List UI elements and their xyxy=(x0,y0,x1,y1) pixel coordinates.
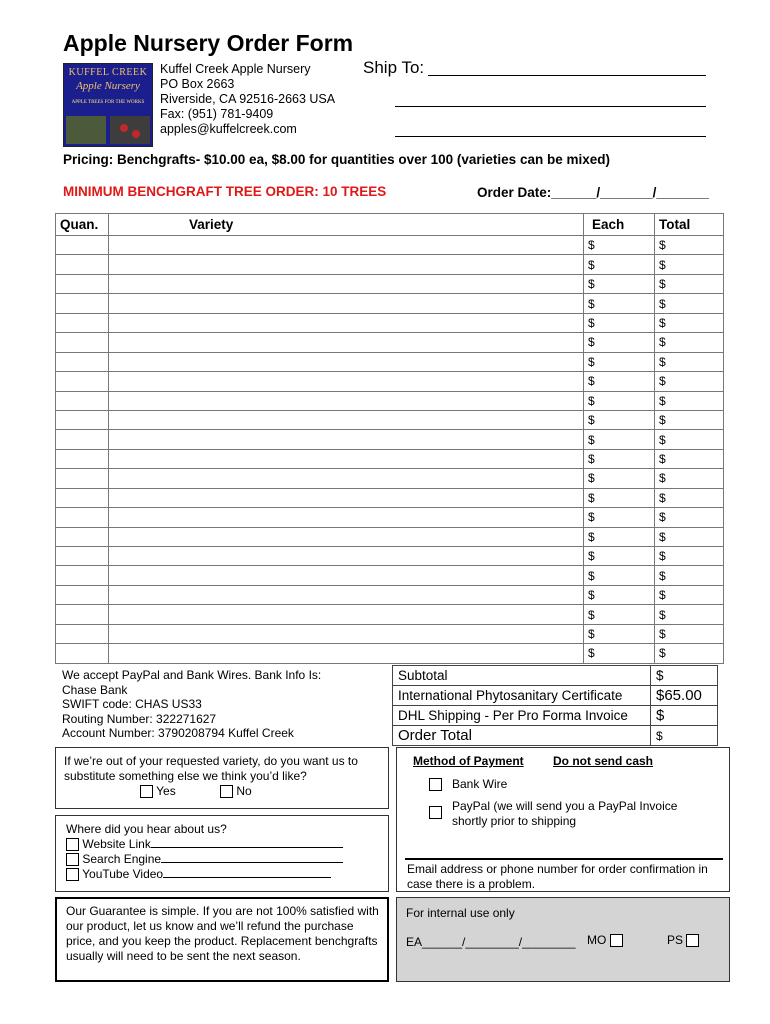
each-cell[interactable]: $ xyxy=(584,352,655,371)
table-row xyxy=(56,624,724,643)
quantity-cell[interactable] xyxy=(56,410,109,429)
hear-question: Where did you hear about us? xyxy=(66,822,227,836)
internal-ps-option[interactable] xyxy=(667,933,699,947)
each-cell[interactable]: $ xyxy=(584,644,655,663)
dhl-value[interactable]: $ xyxy=(651,706,718,726)
quantity-cell[interactable] xyxy=(56,644,109,663)
variety-cell[interactable] xyxy=(109,488,584,507)
each-cell[interactable]: $ xyxy=(584,585,655,604)
table-row xyxy=(56,508,724,527)
quantity-cell[interactable] xyxy=(56,605,109,624)
order-date-field[interactable]: Order Date:______/_______/_______ xyxy=(477,185,709,200)
quantity-cell[interactable] xyxy=(56,566,109,585)
order-items-table xyxy=(55,213,724,664)
variety-cell[interactable] xyxy=(109,372,584,391)
table-row xyxy=(56,566,724,585)
quantity-cell[interactable] xyxy=(56,352,109,371)
address-line: Fax: (951) 781-9409 xyxy=(160,107,274,121)
variety-cell[interactable] xyxy=(109,624,584,643)
table-row xyxy=(56,430,724,449)
total-cell[interactable]: $ xyxy=(655,255,724,274)
variety-cell[interactable] xyxy=(109,274,584,293)
variety-cell[interactable] xyxy=(109,430,584,449)
total-cell[interactable]: $ xyxy=(655,333,724,352)
each-cell[interactable]: $ xyxy=(584,624,655,643)
total-cell[interactable]: $ xyxy=(655,372,724,391)
total-cell[interactable]: $ xyxy=(655,508,724,527)
quantity-cell[interactable] xyxy=(56,508,109,527)
bank-info-line: We accept PayPal and Bank Wires. Bank Info Is: xyxy=(62,668,322,682)
pricing-text: Pricing: Benchgrafts- $10.00 ea, $8.00 for quantities over 100 (varieties can be mixed) xyxy=(63,152,610,167)
address-line: Riverside, CA 92516-2663 USA xyxy=(160,92,336,106)
each-cell[interactable]: $ xyxy=(584,274,655,293)
bank-info-line: SWIFT code: CHAS US33 xyxy=(62,697,202,711)
quantity-cell[interactable] xyxy=(56,294,109,313)
substitute-question: If we’re out of your requested variety, do you want us to substitute something else we think you’d like? xyxy=(64,754,358,783)
substitute-no-label: No xyxy=(236,784,252,798)
quantity-cell[interactable] xyxy=(56,372,109,391)
bank-info-line: Account Number: 3790208794 Kuffel Creek xyxy=(62,726,294,740)
bank-wire-label: Bank Wire xyxy=(452,777,508,791)
table-row xyxy=(56,333,724,352)
internal-ps-label: PS xyxy=(667,933,684,947)
variety-cell[interactable] xyxy=(109,391,584,410)
internal-use-box xyxy=(396,897,730,982)
logo-line-1: KUFFEL CREEK xyxy=(68,67,148,78)
checkbox-icon[interactable] xyxy=(66,868,79,881)
variety-cell[interactable] xyxy=(109,294,584,313)
variety-cell[interactable] xyxy=(109,313,584,332)
table-row xyxy=(56,469,724,488)
total-cell[interactable]: $ xyxy=(655,274,724,293)
header-quan: Quan. xyxy=(56,214,109,236)
substitute-box xyxy=(55,747,389,809)
address-email: apples@kuffelcreek.com xyxy=(160,122,297,136)
subtotal-value[interactable]: $ xyxy=(651,666,718,686)
order-total-label: Order Total xyxy=(393,726,651,746)
logo-photo-right xyxy=(110,116,150,144)
each-cell[interactable]: $ xyxy=(584,236,655,255)
total-cell[interactable]: $ xyxy=(655,236,724,255)
phyto-value: $65.00 xyxy=(651,686,718,706)
bank-wire-checkbox[interactable] xyxy=(429,778,442,791)
hear-youtube-label: YouTube Video xyxy=(82,867,164,881)
ship-to-line-2[interactable] xyxy=(395,106,706,107)
variety-cell[interactable] xyxy=(109,352,584,371)
ship-to-line-3[interactable] xyxy=(395,136,706,137)
total-cell[interactable]: $ xyxy=(655,488,724,507)
quantity-cell[interactable] xyxy=(56,547,109,566)
variety-cell[interactable] xyxy=(109,527,584,546)
table-row xyxy=(56,352,724,371)
bank-info xyxy=(62,668,321,741)
payment-method-label: Method of Payment xyxy=(413,754,524,768)
each-cell[interactable]: $ xyxy=(584,449,655,468)
nursery-address xyxy=(160,62,335,137)
logo-line-3: APPLE TREES FOR THE WORKS xyxy=(71,100,145,105)
payment-box xyxy=(396,747,730,892)
each-cell[interactable]: $ xyxy=(584,372,655,391)
header-variety: Variety xyxy=(109,214,584,236)
checkbox-icon[interactable] xyxy=(66,838,79,851)
total-cell[interactable]: $ xyxy=(655,391,724,410)
checkbox-icon[interactable] xyxy=(610,934,623,947)
each-cell[interactable]: $ xyxy=(584,410,655,429)
each-cell[interactable]: $ xyxy=(584,469,655,488)
variety-cell[interactable] xyxy=(109,333,584,352)
variety-cell[interactable] xyxy=(109,255,584,274)
header-total: Total xyxy=(655,214,724,236)
variety-cell[interactable] xyxy=(109,449,584,468)
quantity-cell[interactable] xyxy=(56,488,109,507)
each-cell[interactable]: $ xyxy=(584,488,655,507)
table-row xyxy=(56,410,724,429)
table-row xyxy=(56,313,724,332)
checkbox-icon[interactable] xyxy=(66,853,79,866)
hear-website-option[interactable] xyxy=(66,837,343,852)
contact-line[interactable] xyxy=(405,858,723,860)
each-cell[interactable]: $ xyxy=(584,430,655,449)
total-cell[interactable]: $ xyxy=(655,430,724,449)
internal-ea-field[interactable]: EA______/________/________ xyxy=(406,935,576,949)
order-summary xyxy=(392,665,718,746)
total-cell[interactable]: $ xyxy=(655,527,724,546)
total-cell[interactable]: $ xyxy=(655,624,724,643)
quantity-cell[interactable] xyxy=(56,624,109,643)
each-cell[interactable]: $ xyxy=(584,313,655,332)
internal-mo-label: MO xyxy=(587,933,607,947)
table-row xyxy=(56,547,724,566)
quantity-cell[interactable] xyxy=(56,255,109,274)
order-total-value[interactable]: $ xyxy=(651,726,718,746)
hear-about-box xyxy=(55,815,389,892)
each-cell[interactable]: $ xyxy=(584,508,655,527)
variety-cell[interactable] xyxy=(109,236,584,255)
logo-photo-left xyxy=(66,116,106,144)
minimum-order-notice: MINIMUM BENCHGRAFT TREE ORDER: 10 TREES xyxy=(63,184,387,199)
variety-cell[interactable] xyxy=(109,585,584,604)
internal-use-label: For internal use only xyxy=(406,906,515,920)
address-line: Kuffel Creek Apple Nursery xyxy=(160,62,311,76)
total-cell[interactable]: $ xyxy=(655,585,724,604)
table-row xyxy=(56,644,724,663)
logo-line-2: Apple Nursery xyxy=(76,80,140,92)
table-row xyxy=(56,274,724,293)
total-cell[interactable]: $ xyxy=(655,566,724,585)
address-line: PO Box 2663 xyxy=(160,77,235,91)
variety-cell[interactable] xyxy=(109,410,584,429)
total-cell[interactable]: $ xyxy=(655,547,724,566)
variety-cell[interactable] xyxy=(109,469,584,488)
each-cell[interactable]: $ xyxy=(584,566,655,585)
each-cell[interactable]: $ xyxy=(584,605,655,624)
table-row xyxy=(56,605,724,624)
quantity-cell[interactable] xyxy=(56,333,109,352)
total-cell[interactable]: $ xyxy=(655,313,724,332)
checkbox-icon[interactable] xyxy=(140,785,153,798)
quantity-cell[interactable] xyxy=(56,449,109,468)
total-cell[interactable]: $ xyxy=(655,352,724,371)
bank-info-line: Routing Number: 322271627 xyxy=(62,711,217,726)
internal-mo-option[interactable] xyxy=(587,933,623,947)
each-cell[interactable]: $ xyxy=(584,391,655,410)
quantity-cell[interactable] xyxy=(56,469,109,488)
variety-cell[interactable] xyxy=(109,644,584,663)
total-cell[interactable]: $ xyxy=(655,449,724,468)
quantity-cell[interactable] xyxy=(56,430,109,449)
checkbox-icon[interactable] xyxy=(220,785,233,798)
quantity-cell[interactable] xyxy=(56,391,109,410)
checkbox-icon[interactable] xyxy=(686,934,699,947)
paypal-checkbox[interactable] xyxy=(429,806,442,819)
variety-cell[interactable] xyxy=(109,605,584,624)
apple-icon xyxy=(120,124,128,132)
table-row xyxy=(56,255,724,274)
table-row xyxy=(56,372,724,391)
each-cell[interactable]: $ xyxy=(584,294,655,313)
bank-info-line: Chase Bank xyxy=(62,682,128,697)
substitute-no-option[interactable] xyxy=(220,784,252,798)
total-cell[interactable]: $ xyxy=(655,605,724,624)
quantity-cell[interactable] xyxy=(56,274,109,293)
hear-search-label: Search Engine xyxy=(82,852,162,866)
quantity-cell[interactable] xyxy=(56,236,109,255)
substitute-yes-option[interactable] xyxy=(140,784,176,798)
table-row xyxy=(56,294,724,313)
table-row xyxy=(56,488,724,507)
total-cell[interactable]: $ xyxy=(655,469,724,488)
total-cell[interactable]: $ xyxy=(655,644,724,663)
header-each: Each xyxy=(584,214,655,236)
table-row xyxy=(56,585,724,604)
ship-to-label: Ship To: xyxy=(363,58,425,77)
quantity-cell[interactable] xyxy=(56,313,109,332)
hear-website-label: Website Link xyxy=(82,837,151,851)
hear-youtube-option[interactable] xyxy=(66,867,343,882)
no-cash-notice: Do not send cash xyxy=(553,754,654,768)
variety-cell[interactable] xyxy=(109,547,584,566)
hear-search-option[interactable] xyxy=(66,852,343,867)
table-row xyxy=(56,527,724,546)
apple-icon xyxy=(132,130,140,138)
variety-cell[interactable] xyxy=(109,566,584,585)
each-cell[interactable]: $ xyxy=(584,527,655,546)
table-row xyxy=(56,236,724,255)
total-cell[interactable]: $ xyxy=(655,294,724,313)
table-row xyxy=(56,391,724,410)
subtotal-label: Subtotal xyxy=(393,666,651,686)
each-cell[interactable]: $ xyxy=(584,333,655,352)
nursery-logo xyxy=(63,63,153,147)
page-title: Apple Nursery Order Form xyxy=(63,30,354,56)
total-cell[interactable]: $ xyxy=(655,410,724,429)
ship-to-line-1[interactable] xyxy=(428,75,706,76)
each-cell[interactable]: $ xyxy=(584,255,655,274)
guarantee-text: Our Guarantee is simple. If you are not 100% satisfied with our product, let us know and we’ll refund the purchase price, and you keep the product. Replacement benchgrafts usually will need to be sent the next season. xyxy=(66,904,379,963)
table-row xyxy=(56,449,724,468)
paypal-label: PayPal (we will send you a PayPal Invoice shortly prior to shipping xyxy=(452,799,678,828)
phyto-label: International Phytosanitary Certificate xyxy=(393,686,651,706)
dhl-label: DHL Shipping - Per Pro Forma Invoice xyxy=(393,706,651,726)
each-cell[interactable]: $ xyxy=(584,547,655,566)
substitute-yes-label: Yes xyxy=(156,784,176,798)
guarantee-box xyxy=(55,897,389,982)
contact-note: Email address or phone number for order confirmation in case there is a problem. xyxy=(407,862,708,891)
quantity-cell[interactable] xyxy=(56,585,109,604)
variety-cell[interactable] xyxy=(109,508,584,527)
quantity-cell[interactable] xyxy=(56,527,109,546)
